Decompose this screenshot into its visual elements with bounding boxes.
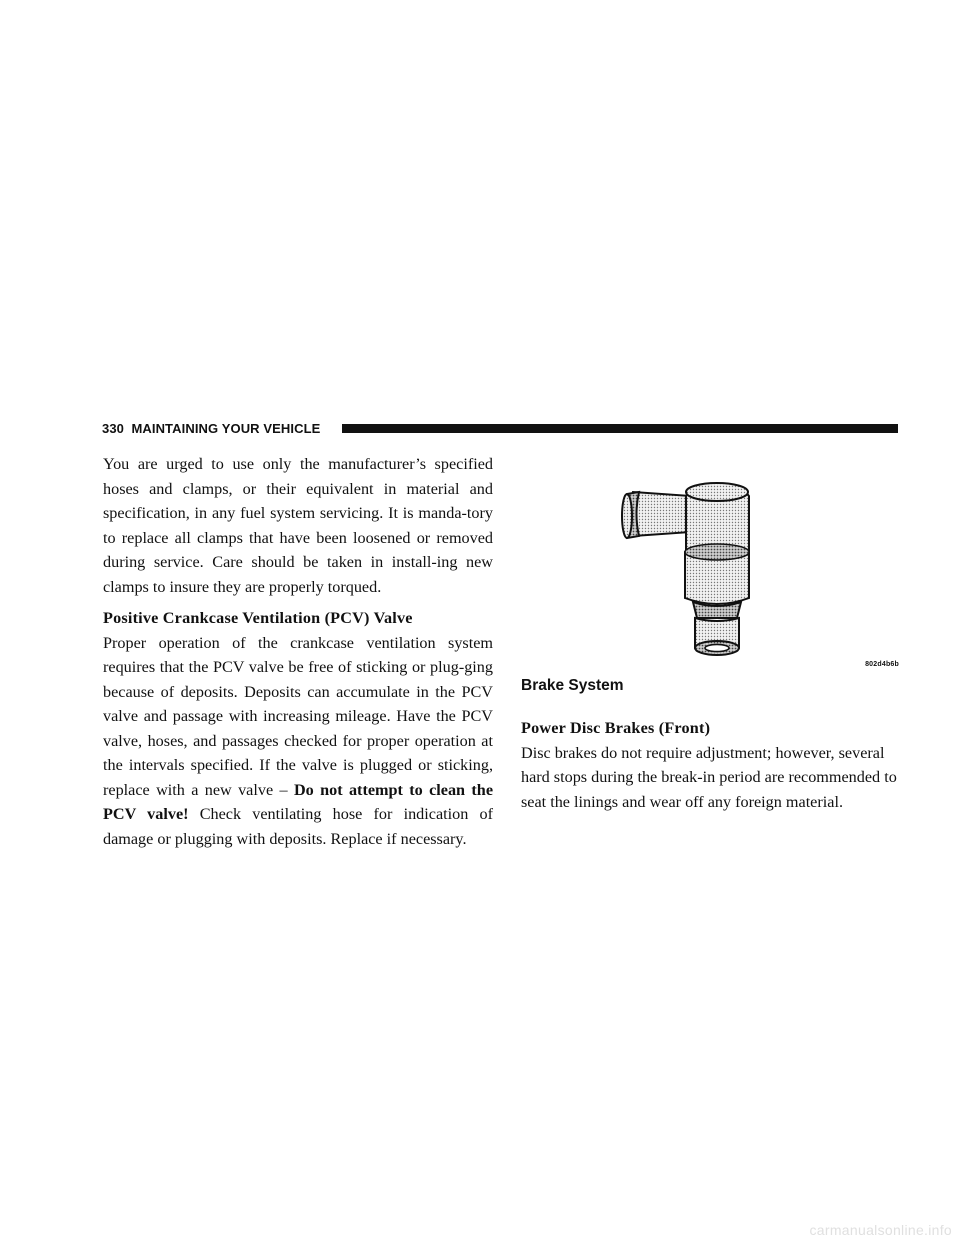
pcv-valve-illustration [521,452,903,670]
pcv-heading: Positive Crankcase Ventilation (PCV) Valve [103,609,413,627]
figure-code: 802d4b6b [865,661,899,668]
left-column [103,452,493,851]
page-number: 330 [102,421,124,436]
page-header-text [102,421,320,436]
section-title: MAINTAINING YOUR VEHICLE [131,421,321,436]
page-header [102,420,898,438]
pcv-warning: Do not attempt to clean the PCV valve! [103,780,493,823]
pcv-text: Proper operation of the crankcase ventilation system requires that the PCV valve be free of sticking or plug-ging because of deposits. Deposits can accumulate in the PCV valve and passage with increasing mileage. Have the PCV valve, hoses, and passages checked for proper operation at the intervals specified. If the valve is plugged or sticking, replace with a new valve – [103,633,493,799]
pcv-text-end: Check ventilating hose for indication of damage or plugging with deposits. Replace if necessary. [103,805,493,848]
header-rule [342,424,898,433]
brake-system-heading: Brake System [521,677,624,694]
disc-brakes-heading: Power Disc Brakes (Front) [521,719,711,737]
watermark: carmanualsonline.info [809,1222,952,1238]
pcv-valve-figure [521,452,903,670]
pcv-paragraph [103,631,493,852]
disc-brakes-paragraph: Disc brakes do not require adjustment; however, several hard stops during the break-in period are recommended to seat the linings and wear off any foreign material. [521,743,897,811]
intro-paragraph: You are urged to use only the manufacturer’s specified hoses and clamps, or their equivalent in material and specification, in any fuel system servicing. It is manda-tory to replace all clamps that have been loosened or removed during service. Care should be taken in install-ing new clamps to insure they are properly torqued. [103,455,493,596]
right-column [521,676,903,814]
